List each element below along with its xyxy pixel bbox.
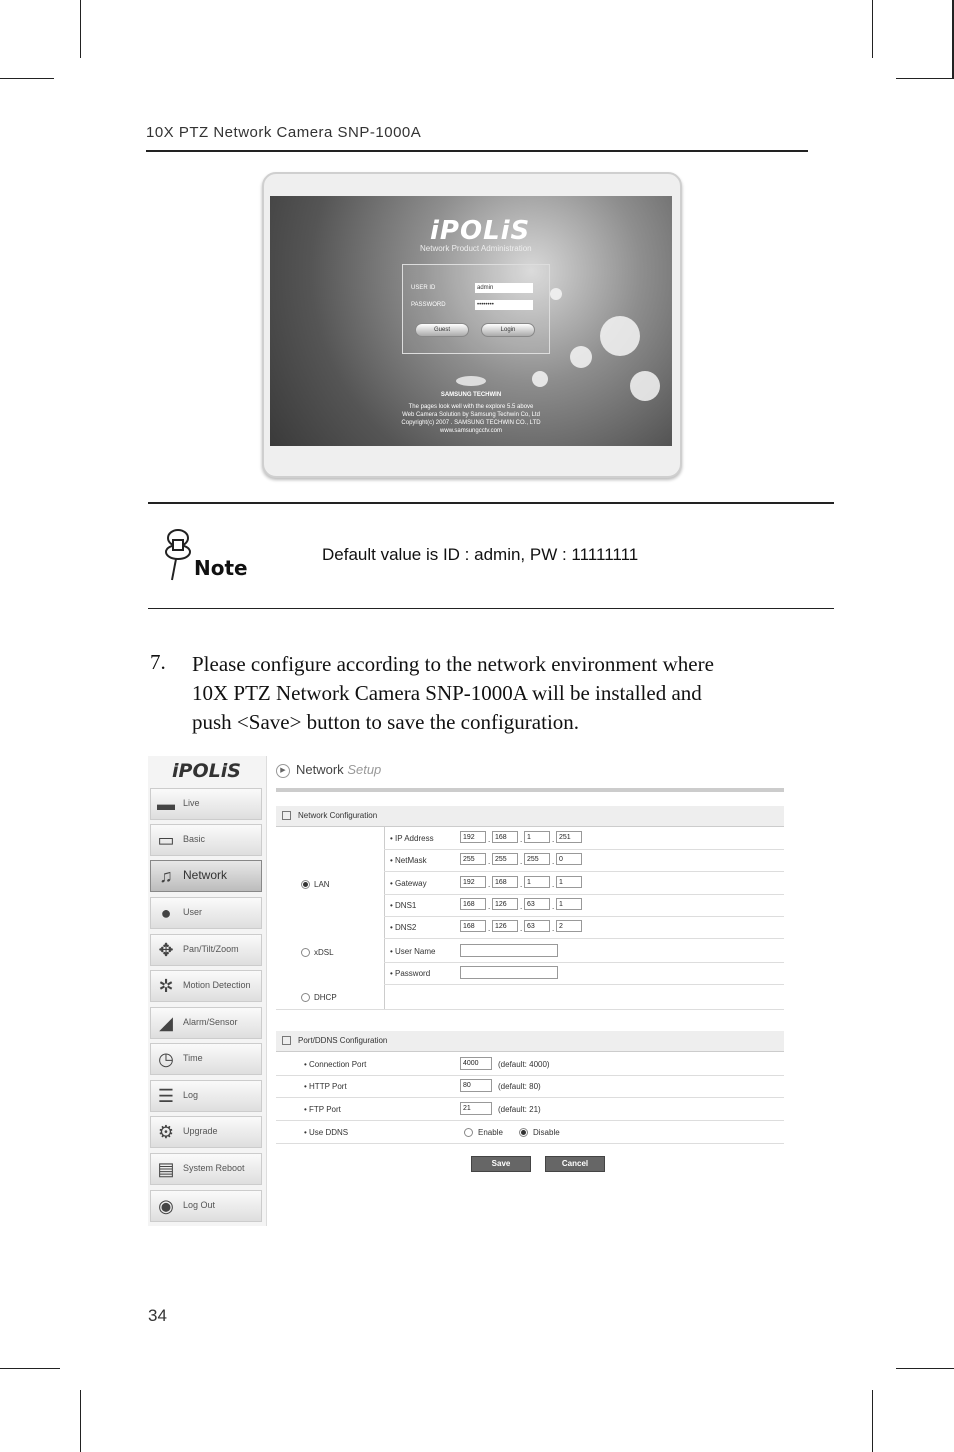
collapse-icon [282, 1036, 291, 1045]
user-name-input[interactable] [460, 944, 558, 957]
user-name-row [384, 940, 784, 963]
ftp-port-default: (default: 21) [498, 1105, 541, 1114]
connection-port-input[interactable]: 4000 [460, 1057, 492, 1070]
ip-address-row: • IP Address 192 . 168 . 1 . 251 [384, 827, 784, 850]
crop-mark [0, 78, 54, 79]
step-text [192, 650, 792, 737]
password-input[interactable] [460, 966, 558, 979]
crop-mark [896, 1368, 954, 1369]
logout-icon: ◉ [158, 1196, 174, 1216]
ip-octet-3[interactable]: 1 [524, 831, 550, 843]
dns1-label: • DNS1 [390, 901, 417, 910]
crop-mark [896, 78, 954, 79]
dns1-octet-4[interactable]: 1 [556, 898, 582, 910]
step-line: push <Save> button to save the configuration. [192, 710, 580, 734]
sidebar-item-label: System Reboot [183, 1163, 245, 1173]
login-brand: SAMSUNG TECHWIN [440, 392, 502, 398]
sidebar-item-live[interactable] [150, 788, 262, 820]
network-icon: ♫ [159, 866, 173, 886]
gateway-label: • Gateway [390, 879, 427, 888]
login-footer: The pages look well with the explore 5.5 above [408, 404, 534, 410]
main-panel [276, 756, 786, 1226]
sidebar-item-label: User [183, 907, 203, 917]
sidebar-item-time[interactable] [150, 1043, 262, 1075]
sidebar-item-label: Basic [183, 834, 206, 844]
xdsl-label: xDSL [314, 948, 334, 957]
ip-address-label: • IP Address [390, 834, 434, 843]
sidebar-item-basic[interactable] [150, 824, 262, 856]
use-ddns-row [276, 1121, 784, 1144]
password-label: • Password [390, 969, 431, 978]
step-number: 7. [150, 650, 166, 674]
lan-label: LAN [314, 880, 330, 889]
pushpin-icon [164, 528, 192, 582]
sidebar-item-label: Log [183, 1090, 199, 1100]
dhcp-radio[interactable] [301, 993, 310, 1002]
play-icon: ▶ [276, 764, 290, 778]
gateway-row: • Gateway 192 . 168 . 1 . 1 [384, 872, 784, 895]
netmask-label: • NetMask [390, 856, 427, 865]
collapse-icon [282, 811, 291, 820]
gateway-octet-4[interactable]: 1 [556, 876, 582, 888]
ddns-disable-radio[interactable] [519, 1128, 528, 1137]
note-label: Note [194, 556, 248, 580]
ip-octet-4[interactable]: 251 [556, 831, 582, 843]
page-title: Network Setup [296, 762, 382, 777]
step-line: 10X PTZ Network Camera SNP-1000A will be installed and [192, 681, 702, 705]
ddns-enable-label: Enable [478, 1128, 503, 1137]
user-icon: ● [160, 903, 172, 923]
dns2-octet-3[interactable]: 63 [524, 920, 550, 932]
dns1-octet-2[interactable]: 126 [492, 898, 518, 910]
sidebar-item-upgrade[interactable] [150, 1116, 262, 1148]
dns2-row: • DNS2 168 . 126 . 63 . 2 [384, 916, 784, 939]
sidebar-logo: iPOLiS [172, 760, 241, 782]
dns2-octet-1[interactable]: 168 [460, 920, 486, 932]
sidebar-item-label: Alarm/Sensor [183, 1017, 238, 1027]
crop-mark [0, 1368, 60, 1369]
note-rule-bottom [148, 608, 834, 609]
running-header: 10X PTZ Network Camera SNP-1000A [146, 124, 422, 141]
netmask-octet-3[interactable]: 255 [524, 853, 550, 865]
login-footer: Web Camera Solution by Samsung Techwin Co, Ltd [402, 412, 540, 418]
crop-mark [872, 0, 873, 58]
dns1-row: • DNS1 168 . 126 . 63 . 1 [384, 894, 784, 917]
ip-octet-1[interactable]: 192 [460, 831, 486, 843]
http-port-default: (default: 80) [498, 1082, 541, 1091]
use-ddns-label: • Use DDNS [304, 1128, 349, 1137]
dns1-octet-3[interactable]: 63 [524, 898, 550, 910]
monitor-icon: ▬ [157, 794, 175, 814]
gear-icon: ⚙ [157, 1122, 175, 1142]
crop-mark [80, 1390, 81, 1452]
alarm-icon: ◢ [159, 1013, 173, 1033]
gateway-octet-3[interactable]: 1 [524, 876, 550, 888]
sidebar [148, 756, 267, 1226]
sidebar-item-label: Log Out [183, 1200, 216, 1210]
dns2-octet-2[interactable]: 126 [492, 920, 518, 932]
title-bar [276, 788, 784, 792]
connection-port-row [276, 1053, 784, 1076]
sidebar-item-user[interactable] [150, 897, 262, 929]
netmask-row: • NetMask 255 . 255 . 255 . 0 [384, 849, 784, 872]
login-button[interactable]: Login [481, 323, 535, 337]
password-label: PASSWORD [411, 302, 446, 308]
sidebar-item-label: Motion Detection [183, 980, 251, 990]
save-button[interactable]: Save [471, 1156, 531, 1172]
ftp-port-input[interactable]: 21 [460, 1102, 492, 1115]
http-port-input[interactable]: 80 [460, 1079, 492, 1092]
sidebar-item-log[interactable] [150, 1080, 262, 1112]
sidebar-item-alarm-sensor[interactable] [150, 1007, 262, 1039]
connection-port-default: (default: 4000) [498, 1060, 550, 1069]
network-setup-screenshot [148, 756, 788, 1226]
monitor-icon: ▭ [157, 830, 175, 850]
sidebar-item-label: Network [183, 868, 228, 882]
ddns-enable-radio[interactable] [464, 1128, 473, 1137]
xdsl-radio[interactable] [301, 948, 310, 957]
guest-button[interactable]: Guest [415, 323, 469, 337]
ddns-disable-label: Disable [533, 1128, 560, 1137]
netmask-octet-2[interactable]: 255 [492, 853, 518, 865]
gateway-octet-1[interactable]: 192 [460, 876, 486, 888]
samsung-logo-icon [456, 376, 486, 386]
sidebar-item-label: Live [183, 798, 200, 808]
login-background [270, 196, 672, 446]
login-screenshot [262, 172, 682, 478]
login-footer: www.samsungcctv.com [440, 428, 502, 434]
dns2-octet-4[interactable]: 2 [556, 920, 582, 932]
http-port-label: • HTTP Port [304, 1082, 347, 1091]
lan-radio[interactable] [301, 880, 310, 889]
page-number: 34 [148, 1306, 167, 1325]
ip-octet-2[interactable]: 168 [492, 831, 518, 843]
ptz-icon: ✥ [158, 940, 174, 960]
step-line: Please configure according to the network environment where [192, 652, 714, 676]
sidebar-item-label: Upgrade [183, 1126, 218, 1136]
sidebar-item-motion-detection[interactable] [150, 970, 262, 1002]
user-id-label: USER ID [411, 285, 436, 291]
motion-icon: ✲ [158, 976, 174, 996]
login-logo: iPOLiS [430, 216, 531, 246]
sidebar-item-label: Time [183, 1053, 203, 1063]
ftp-port-label: • FTP Port [304, 1105, 341, 1114]
note-rule-top [148, 502, 834, 504]
netmask-octet-4[interactable]: 0 [556, 853, 582, 865]
sidebar-item-ptz[interactable] [150, 934, 262, 966]
http-port-row [276, 1075, 784, 1098]
login-form [402, 264, 550, 354]
user-name-label: • User Name [390, 947, 436, 956]
login-subtitle: Network Product Administration [420, 244, 532, 253]
cancel-button[interactable]: Cancel [545, 1156, 605, 1172]
login-footer: Copyright(c) 2007 . SAMSUNG TECHWIN CO., LTD [401, 420, 541, 426]
gateway-octet-2[interactable]: 168 [492, 876, 518, 888]
header-rule [146, 150, 808, 152]
sidebar-item-log-out[interactable] [150, 1190, 262, 1222]
dns1-octet-1[interactable]: 168 [460, 898, 486, 910]
log-icon: ☰ [157, 1086, 175, 1106]
section-network-configuration: Network Configuration [276, 806, 784, 827]
section-port-ddns-configuration: Port/DDNS Configuration [276, 1031, 784, 1052]
user-id-input[interactable]: admin [475, 283, 533, 293]
password-input[interactable]: •••••••• [475, 300, 533, 310]
netmask-octet-1[interactable]: 255 [460, 853, 486, 865]
connection-port-label: • Connection Port [304, 1060, 367, 1069]
dns2-label: • DNS2 [390, 923, 417, 932]
note-text: Default value is ID : admin, PW : 11111111 [322, 545, 639, 564]
sidebar-item-system-reboot[interactable] [150, 1153, 262, 1185]
ftp-port-row [276, 1098, 784, 1121]
sidebar-item-network[interactable] [150, 860, 262, 892]
dhcp-label: DHCP [314, 993, 337, 1002]
reboot-icon: ▤ [157, 1159, 175, 1179]
sidebar-item-label: Pan/Tilt/Zoom [183, 944, 239, 954]
divider [276, 1009, 784, 1010]
crop-mark [80, 0, 81, 58]
crop-mark [872, 1390, 873, 1452]
clock-icon: ◷ [158, 1049, 174, 1069]
password-row [384, 962, 784, 985]
